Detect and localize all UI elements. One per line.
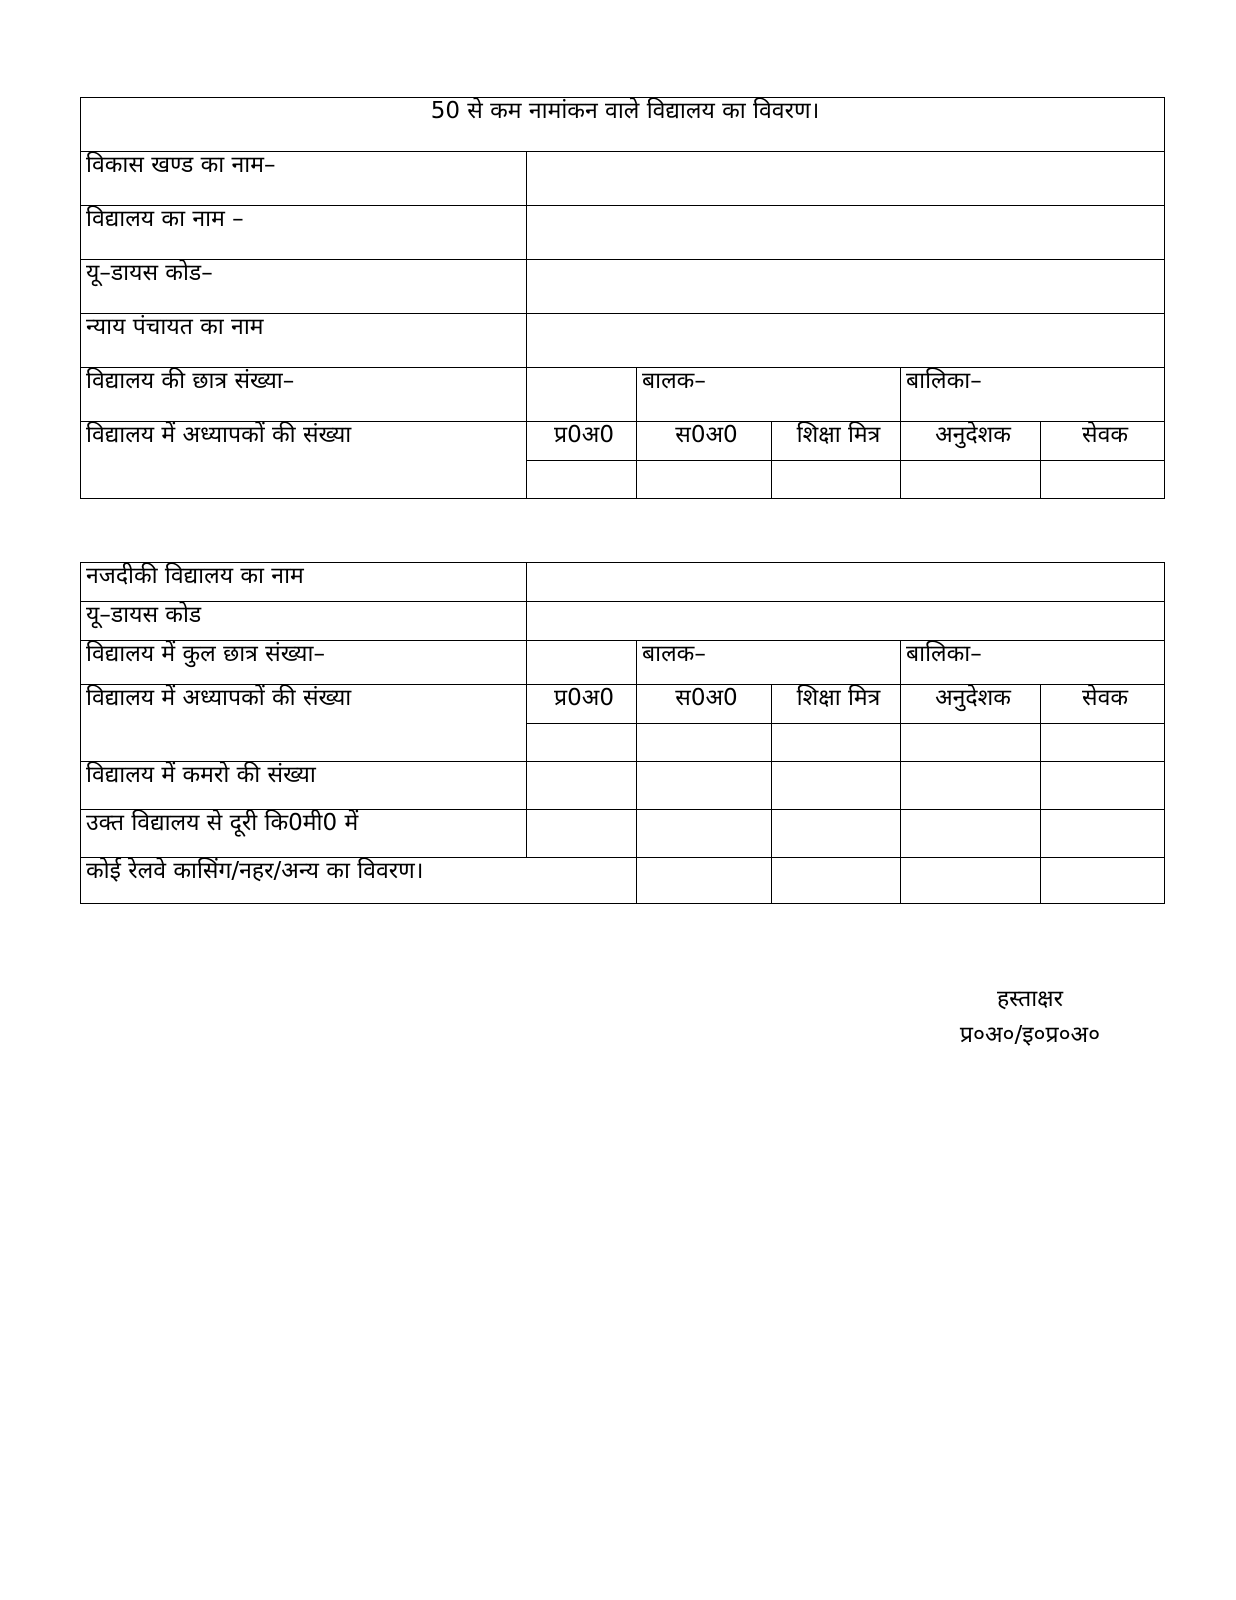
- nearby-boys-count-field[interactable]: बालक–: [637, 641, 901, 685]
- nearby-school-name-field[interactable]: [527, 563, 1165, 602]
- rooms-cell-4[interactable]: [901, 762, 1041, 810]
- nearby-sevak-count-field[interactable]: [1041, 724, 1165, 762]
- nearby-udise-code-field[interactable]: [527, 602, 1165, 641]
- nearby-header-instructor: अनुदेशक: [901, 685, 1041, 724]
- rooms-count-label: विद्यालय में कमरो की संख्या: [81, 762, 527, 810]
- crossing-cell-4[interactable]: [901, 858, 1041, 904]
- shiksha-mitra-count-field[interactable]: [772, 461, 901, 499]
- nearby-header-sevak: सेवक: [1041, 685, 1165, 724]
- nearby-header-assistant-teacher: स0अ0: [637, 685, 772, 724]
- header-instructor: अनुदेशक: [901, 422, 1041, 461]
- rooms-cell-2[interactable]: [637, 762, 772, 810]
- head-teacher-count-field[interactable]: [527, 461, 637, 499]
- student-count-label: विद्यालय की छात्र संख्या–: [81, 368, 527, 422]
- udise-code-field[interactable]: [527, 260, 1165, 314]
- distance-cell-5[interactable]: [1041, 810, 1165, 858]
- header-shiksha-mitra: शिक्षा मित्र: [772, 422, 901, 461]
- nearby-header-shiksha-mitra: शिक्षा मित्र: [772, 685, 901, 724]
- distance-label: उक्त विद्यालय से दूरी कि0मी0 में: [81, 810, 527, 858]
- assistant-teacher-count-field[interactable]: [637, 461, 772, 499]
- nearby-teacher-count-label: विद्यालय में अध्यापकों की संख्या: [81, 685, 527, 762]
- nearby-school-table: [80, 562, 1165, 904]
- signature-label: हस्ताक्षर: [996, 986, 1064, 1012]
- block-name-label: विकास खण्ड का नाम–: [81, 152, 527, 206]
- distance-cell-3[interactable]: [772, 810, 901, 858]
- nyay-panchayat-label: न्याय पंचायत का नाम: [81, 314, 527, 368]
- nearby-header-head-teacher: प्र0अ0: [527, 685, 637, 724]
- crossing-cell-2[interactable]: [637, 858, 772, 904]
- rooms-count-field[interactable]: [527, 762, 637, 810]
- school-details-table: [80, 97, 1165, 499]
- distance-cell-4[interactable]: [901, 810, 1041, 858]
- instructor-count-field[interactable]: [901, 461, 1041, 499]
- header-assistant-teacher: स0अ0: [637, 422, 772, 461]
- crossing-cell-3[interactable]: [772, 858, 901, 904]
- nearby-girls-count-field[interactable]: बालिका–: [901, 641, 1165, 685]
- udise-code-label: यू–डायस कोड–: [81, 260, 527, 314]
- block-name-field[interactable]: [527, 152, 1165, 206]
- total-students-field[interactable]: [527, 641, 637, 685]
- nearby-instructor-count-field[interactable]: [901, 724, 1041, 762]
- total-students-label: विद्यालय में कुल छात्र संख्या–: [81, 641, 527, 685]
- header-sevak: सेवक: [1041, 422, 1165, 461]
- boys-count-field[interactable]: बालक–: [637, 368, 901, 422]
- teacher-count-label: विद्यालय में अध्यापकों की संख्या: [81, 422, 527, 499]
- nearby-head-teacher-count-field[interactable]: [527, 724, 637, 762]
- nearby-udise-code-label: यू–डायस कोड: [81, 602, 527, 641]
- nyay-panchayat-field[interactable]: [527, 314, 1165, 368]
- signature-block: [900, 982, 1160, 1053]
- nearby-shiksha-mitra-count-field[interactable]: [772, 724, 901, 762]
- nearby-school-name-label: नजदीकी विद्यालय का नाम: [81, 563, 527, 602]
- crossing-cell-5[interactable]: [1041, 858, 1165, 904]
- header-head-teacher: प्र0अ0: [527, 422, 637, 461]
- crossing-label: कोई रेलवे कासिंग/नहर/अन्य का विवरण।: [81, 858, 637, 904]
- sevak-count-field[interactable]: [1041, 461, 1165, 499]
- form-title: 50 से कम नामांकन वाले विद्यालय का विवरण।: [81, 98, 1165, 152]
- distance-cell-2[interactable]: [637, 810, 772, 858]
- student-count-field[interactable]: [527, 368, 637, 422]
- distance-field[interactable]: [527, 810, 637, 858]
- rooms-cell-3[interactable]: [772, 762, 901, 810]
- nearby-assistant-teacher-count-field[interactable]: [637, 724, 772, 762]
- girls-count-field[interactable]: बालिका–: [901, 368, 1165, 422]
- school-name-field[interactable]: [527, 206, 1165, 260]
- rooms-cell-5[interactable]: [1041, 762, 1165, 810]
- signature-designation: प्र०अ०/इ०प्र०अ०: [959, 1021, 1101, 1048]
- school-name-label: विद्यालय का नाम –: [81, 206, 527, 260]
